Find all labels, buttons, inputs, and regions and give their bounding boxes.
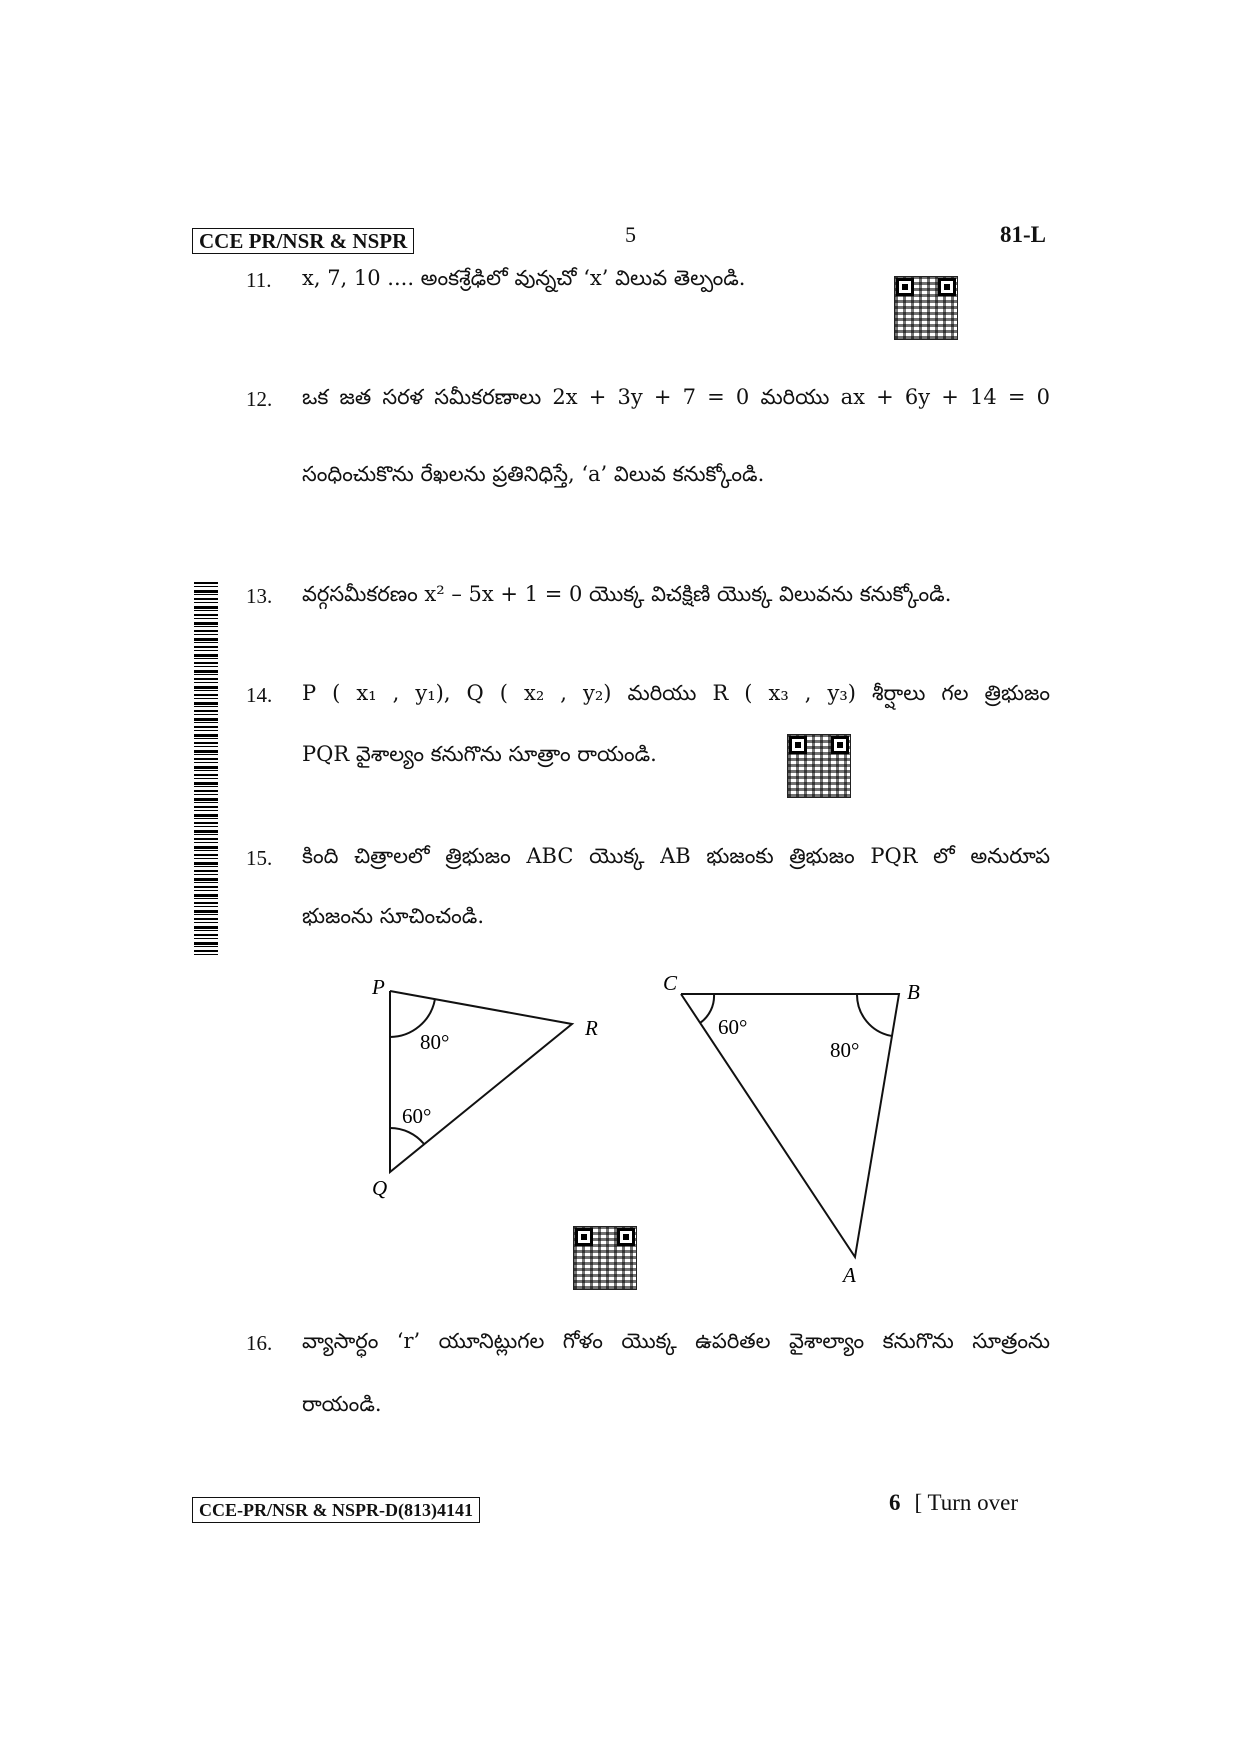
vertex-r-label: R [585,1016,598,1040]
header-code-box: CCE PR/NSR & NSPR [192,228,414,254]
vertex-a-label: A [843,1263,856,1287]
page-number: 5 [625,222,636,247]
question-11-text: x, 7, 10 .... అంకశ్రేఢిలో వున్నచో ‘x’ విలువ తెల్పండి. [302,266,746,290]
vertex-b-label: B [907,980,920,1004]
vertex-c-label: C [663,971,678,995]
question-15-number: 15. [246,846,273,870]
question-13-text: వర్గసమీకరణం x² – 5x + 1 = 0 యొక్క విచక్షిణి యొక్క విలువను కనుక్కోండి. [302,582,952,606]
question-11-number: 11. [246,268,272,292]
question-14-line1: P ( x₁ , y₁), Q ( x₂ , y₂) మరియు R ( x₃ , y₃) శీర్షాలు గల త్రిభుజం [302,681,1050,705]
question-12-line1: ఒక జత సరళ సమీకరణాలు 2x + 3y + 7 = 0 మరియు ax + 6y + 14 = 0 [302,385,1050,409]
footer-page-number: 6 [889,1490,901,1515]
question-14-line2: PQR వైశాల్యం కనుగొను సూత్రాం రాయండి. [302,742,657,766]
question-12-line2: సంధించుకొను రేఖలను ప్రతినిధిస్తే, ‘a’ విలువ కనుక్కోండి. [302,462,765,486]
footer-code-box: CCE-PR/NSR & NSPR-D(813)4141 [192,1497,480,1523]
question-13-number: 13. [246,584,273,608]
angle-p-label: 80° [420,1030,450,1054]
qr-code-icon [573,1226,637,1290]
question-15-line2: భుజంను సూచించండి. [302,904,485,928]
triangle-pqr [390,991,572,1172]
question-12-number: 12. [246,387,273,411]
angle-b-label: 80° [830,1038,860,1062]
question-16-line1: వ్యాసార్ధం ‘r’ యూనిట్లుగల గోళం యొక్క ఉపరితల వైశాల్యాం కనుగొను సూత్రంను [302,1329,1050,1353]
triangle-abc [681,994,899,1257]
turn-over-label: [ Turn over [914,1490,1019,1515]
angle-c-label: 60° [718,1015,748,1039]
footer-turn-over [889,1490,1018,1516]
question-16-line2: రాయండి. [302,1392,382,1416]
vertex-q-label: Q [372,1176,388,1200]
paper-code: 81-L [1000,222,1046,247]
question-14-number: 14. [246,683,273,707]
question-16-number: 16. [246,1331,273,1355]
vertex-p-label: P [372,975,385,999]
angle-q-label: 60° [402,1104,432,1128]
question-15-line1: కింది చిత్రాలలో త్రిభుజం ABC యొక్క AB భుజంకు త్రిభుజం PQR లో అనురూప [302,844,1050,868]
